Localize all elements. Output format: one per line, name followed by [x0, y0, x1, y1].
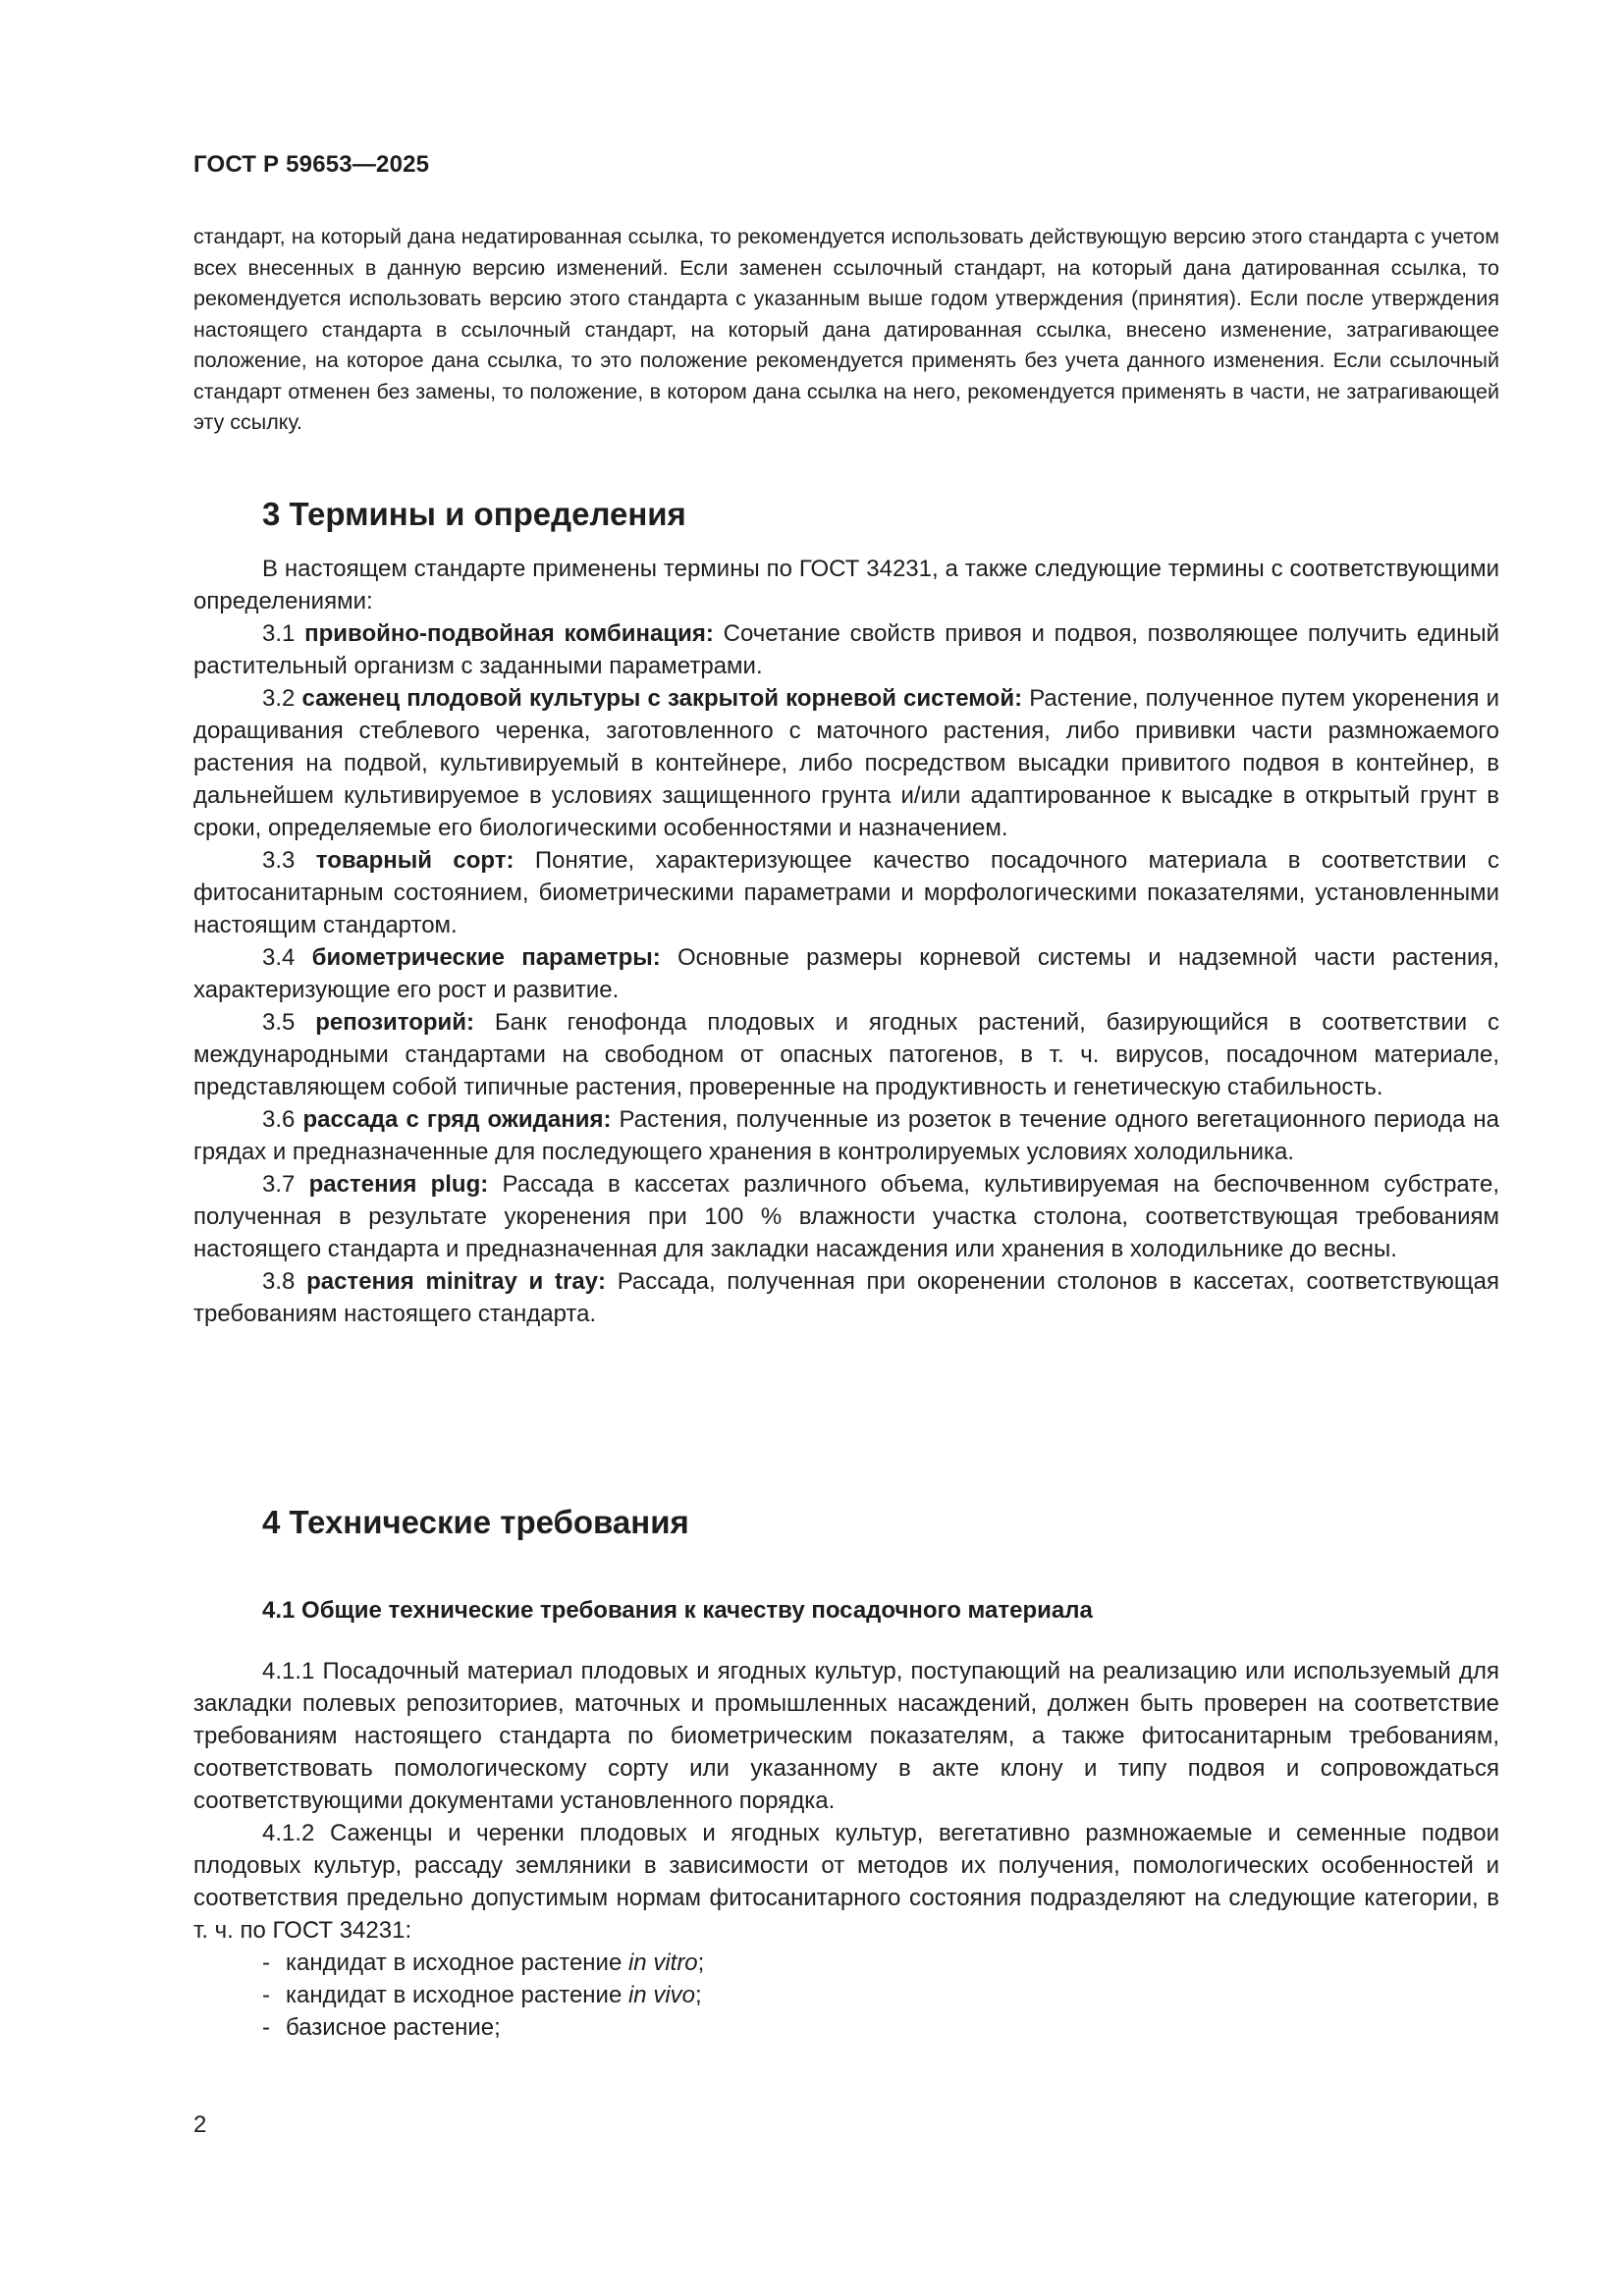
paragraph-4-1-2: 4.1.2 Саженцы и черенки плодовых и ягодных культур, вегетативно размножаемые и семенные подвои плодовых культур, рассаду земляники в зависимости от методов их получения, помологических особенностей и соответствия предельно допустимым нормам фитосанитарного состояния подразделяют на следующие категории, в т. ч. по ГОСТ 34231:: [193, 1820, 1499, 1944]
term-3-4: 3.4 биометрические параметры: Основные размеры корневой системы и надземной части растения, характеризующие его рост и развитие.: [193, 944, 1500, 1003]
term-3-6: 3.6 рассада с гряд ожидания: Растения, полученные из розеток в течение одного вегетационного периода на грядах и предназначенные для последующего хранения в контролируемых условиях холодильника.: [193, 1106, 1499, 1165]
term-3-2: 3.2 саженец плодовой культуры с закрытой корневой системой: Растение, полученное путем укоренения и доращивания стеблевого черенка, заготовленного с маточного растения, либо прививки части размножаемого растения на подвой, культивируемый в контейнере, либо посредством высадки привитого подвоя в контейнер, в дальнейшем культивируемое в условиях защищенного грунта и/или адаптированное к высадке в открытый грунт в сроки, определяемые его биологическими особенностями и назначением.: [193, 685, 1499, 841]
section-3-lead: В настоящем стандарте применены термины по ГОСТ 34231, а также следующие термины с соответствующими определениями:: [193, 556, 1499, 614]
list-item: - базисное растение;: [262, 2014, 501, 2041]
section-3-title: 3 Термины и определения: [262, 496, 686, 532]
list-item: - кандидат в исходное растение in vivo;: [262, 1982, 702, 2008]
document-code-header: ГОСТ Р 59653—2025: [193, 151, 430, 178]
term-3-3: 3.3 товарный сорт: Понятие, характеризующее качество посадочного материала в соответствии с фитосанитарным состоянием, биометрическими параметрами и морфологическими показателями, установленными настоящим стандартом.: [193, 847, 1499, 938]
section-3-body: [193, 553, 1499, 1330]
list-item: - кандидат в исходное растение in vitro;: [262, 1949, 705, 1976]
intro-paragraph: стандарт, на который дана недатированная ссылка, то рекомендуется использовать действующую версию этого стандарта с учетом всех внесенных в данную версию изменений. Если заменен ссылочный стандарт, на который дана датированная ссылка, то рекомендуется использовать версию этого стандарта с указанным выше годом утверждения (принятия). Если после утверждения настоящего стандарта в ссылочный стандарт, на который дана датированная ссылка, внесено изменение, затрагивающее положение, на которое дана ссылка, то это положение рекомендуется применять без учета данного изменения. Если ссылочный стандарт отменен без замены, то положение, в котором дана ссылка на него, рекомендуется применять в части, не затрагивающей эту ссылку.: [193, 225, 1499, 434]
term-3-7: 3.7 растения plug: Рассада в кассетах различного объема, культивируемая на беспочвенном субстрате, полученная в результате укоренения при 100 % влажности участка столона, соответствующая требованиям настоящего стандарта и предназначенная для закладки насаждения или хранения в холодильнике до весны.: [193, 1171, 1499, 1262]
paragraph-4-1-1: 4.1.1 Посадочный материал плодовых и ягодных культур, поступающий на реализацию или используемый для закладки полевых репозиториев, маточных и промышленных насаждений, должен быть проверен на соответствие требованиям настоящего стандарта по биометрическим показателям, а также фитосанитарным требованиям, соответствовать помологическому сорту или указанному в акте клону и типу подвоя и сопровождаться соответствующими документами установленного порядка.: [193, 1658, 1499, 1814]
section-4-1-title: 4.1 Общие технические требования к качеству посадочного материала: [262, 1597, 1093, 1624]
page-number: 2: [193, 2111, 207, 2138]
section-4-body: [193, 1655, 1499, 2044]
term-3-1: 3.1 привойно-подвойная комбинация: Сочетание свойств привоя и подвоя, позволяющее получить единый растительный организм с заданными параметрами.: [193, 620, 1500, 679]
section-4-title: 4 Технические требования: [262, 1504, 689, 1540]
term-3-5: 3.5 репозиторий: Банк генофонда плодовых и ягодных растений, базирующийся в соответствии с международными стандартами на свободном от опасных патогенов, в т. ч. вирусов, посадочном материале, представляющем собой типичные растения, проверенные на продуктивность и генетическую стабильность.: [193, 1009, 1499, 1100]
term-3-8: 3.8 растения minitray и tray: Рассада, полученная при окоренении столонов в кассетах, соответствующая требованиям настоящего стандарта.: [193, 1268, 1500, 1327]
